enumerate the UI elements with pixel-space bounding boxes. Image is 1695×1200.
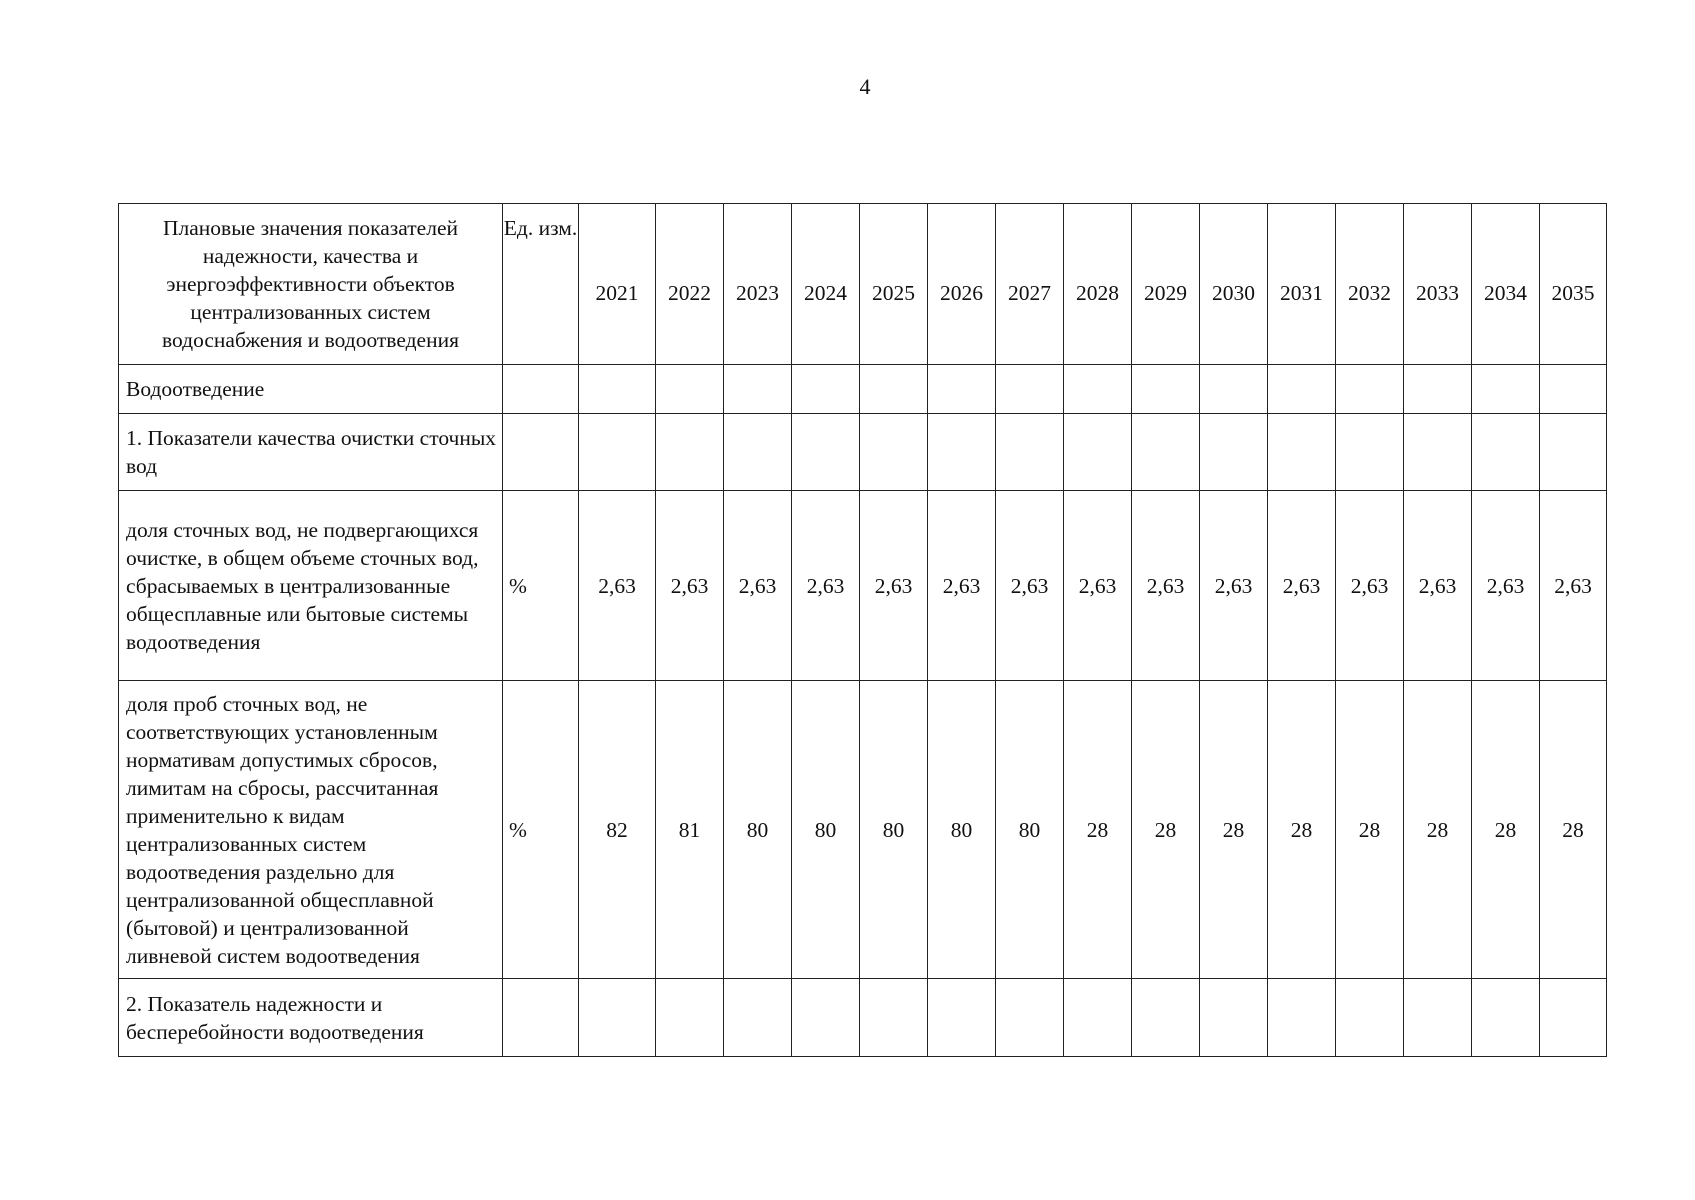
value-cell [928, 979, 996, 1057]
year-header: 2035 [1540, 204, 1607, 365]
value-cell: 28 [1132, 681, 1200, 979]
unit-header: Ед. изм. [503, 204, 579, 365]
year-header: 2026 [928, 204, 996, 365]
row-label: доля сточных вод, не подвергающихся очистке, в общем объеме сточных вод, сбрасываемых в централизованные общесплавные или бытовые системы водоотведения [119, 491, 503, 681]
value-cell: 80 [860, 681, 928, 979]
value-cell [1132, 365, 1200, 414]
value-cell [1336, 414, 1404, 491]
value-cell [1404, 414, 1472, 491]
value-cell: 2,63 [1404, 491, 1472, 681]
value-cell [1064, 414, 1132, 491]
row-label: 2. Показатель надежности и бесперебойности водоотведения [119, 979, 503, 1057]
page-number: 4 [859, 74, 871, 99]
row-label: Водоотведение [119, 365, 503, 414]
value-cell [996, 365, 1064, 414]
row-unit [503, 365, 579, 414]
value-cell [656, 414, 724, 491]
value-cell: 80 [928, 681, 996, 979]
year-header: 2024 [792, 204, 860, 365]
value-cell [724, 979, 792, 1057]
year-header: 2023 [724, 204, 792, 365]
value-cell: 28 [1336, 681, 1404, 979]
value-cell [1268, 365, 1336, 414]
value-cell: 2,63 [928, 491, 996, 681]
value-cell [928, 414, 996, 491]
value-cell [1132, 979, 1200, 1057]
value-cell: 2,63 [656, 491, 724, 681]
value-cell [1064, 365, 1132, 414]
value-cell [792, 365, 860, 414]
year-header: 2025 [860, 204, 928, 365]
header-row [119, 204, 1607, 365]
table-row [119, 414, 1607, 491]
value-cell: 28 [1200, 681, 1268, 979]
row-label: 1. Показатели качества очистки сточных вод [119, 414, 503, 491]
value-cell [1336, 365, 1404, 414]
value-cell [1200, 979, 1268, 1057]
row-unit [503, 414, 579, 491]
value-cell: 80 [996, 681, 1064, 979]
value-cell [1472, 365, 1540, 414]
value-cell [656, 979, 724, 1057]
year-header: 2031 [1268, 204, 1336, 365]
value-cell [1336, 979, 1404, 1057]
value-cell [860, 414, 928, 491]
value-cell [1404, 979, 1472, 1057]
value-cell: 2,63 [996, 491, 1064, 681]
value-cell: 80 [792, 681, 860, 979]
year-header: 2022 [656, 204, 724, 365]
value-cell [996, 979, 1064, 1057]
value-cell: 2,63 [1472, 491, 1540, 681]
value-cell: 2,63 [1200, 491, 1268, 681]
row-unit [503, 979, 579, 1057]
table-row [119, 681, 1607, 979]
year-header: 2033 [1404, 204, 1472, 365]
value-cell: 2,63 [860, 491, 928, 681]
value-cell: 28 [1064, 681, 1132, 979]
indicator-header: Плановые значения показателей надежности, качества и энергоэффективности объектов централизованных систем водоснабжения и водоотведения [119, 204, 503, 365]
row-unit: % [503, 681, 579, 979]
table-row [119, 365, 1607, 414]
value-cell: 28 [1268, 681, 1336, 979]
value-cell: 2,63 [579, 491, 656, 681]
value-cell: 2,63 [1540, 491, 1607, 681]
year-header: 2032 [1336, 204, 1404, 365]
row-label: доля проб сточных вод, не соответствующих установленным нормативам допустимых сбросов, лимитам на сбросы, рассчитанная применительно к видам централизованных систем водоотведения раздельно для централизованной общесплавной (бытовой) и централизованной ливневой систем водоотведения [119, 681, 503, 979]
value-cell: 2,63 [1132, 491, 1200, 681]
year-header: 2034 [1472, 204, 1540, 365]
value-cell: 28 [1404, 681, 1472, 979]
value-cell [1200, 365, 1268, 414]
value-cell [1268, 979, 1336, 1057]
value-cell [1540, 414, 1607, 491]
value-cell [1404, 365, 1472, 414]
value-cell: 80 [724, 681, 792, 979]
table-row [119, 979, 1607, 1057]
value-cell [1540, 365, 1607, 414]
row-unit: % [503, 491, 579, 681]
year-header: 2021 [579, 204, 656, 365]
value-cell: 28 [1540, 681, 1607, 979]
value-cell [724, 365, 792, 414]
value-cell [1472, 414, 1540, 491]
year-header: 2028 [1064, 204, 1132, 365]
value-cell [860, 365, 928, 414]
value-cell: 2,63 [792, 491, 860, 681]
value-cell [579, 414, 656, 491]
table-row [119, 491, 1607, 681]
value-cell [792, 979, 860, 1057]
value-cell [724, 414, 792, 491]
value-cell [656, 365, 724, 414]
value-cell: 2,63 [1064, 491, 1132, 681]
value-cell [792, 414, 860, 491]
value-cell [1472, 979, 1540, 1057]
value-cell [579, 365, 656, 414]
value-cell [860, 979, 928, 1057]
value-cell [579, 979, 656, 1057]
value-cell: 2,63 [1268, 491, 1336, 681]
value-cell [996, 414, 1064, 491]
value-cell [1064, 979, 1132, 1057]
year-header: 2029 [1132, 204, 1200, 365]
year-header: 2030 [1200, 204, 1268, 365]
year-header: 2027 [996, 204, 1064, 365]
value-cell [1268, 414, 1336, 491]
value-cell [1200, 414, 1268, 491]
value-cell: 2,63 [1336, 491, 1404, 681]
value-cell [928, 365, 996, 414]
value-cell [1132, 414, 1200, 491]
value-cell [1540, 979, 1607, 1057]
value-cell: 28 [1472, 681, 1540, 979]
value-cell: 2,63 [724, 491, 792, 681]
indicators-table [118, 203, 1607, 1057]
value-cell: 81 [656, 681, 724, 979]
value-cell: 82 [579, 681, 656, 979]
